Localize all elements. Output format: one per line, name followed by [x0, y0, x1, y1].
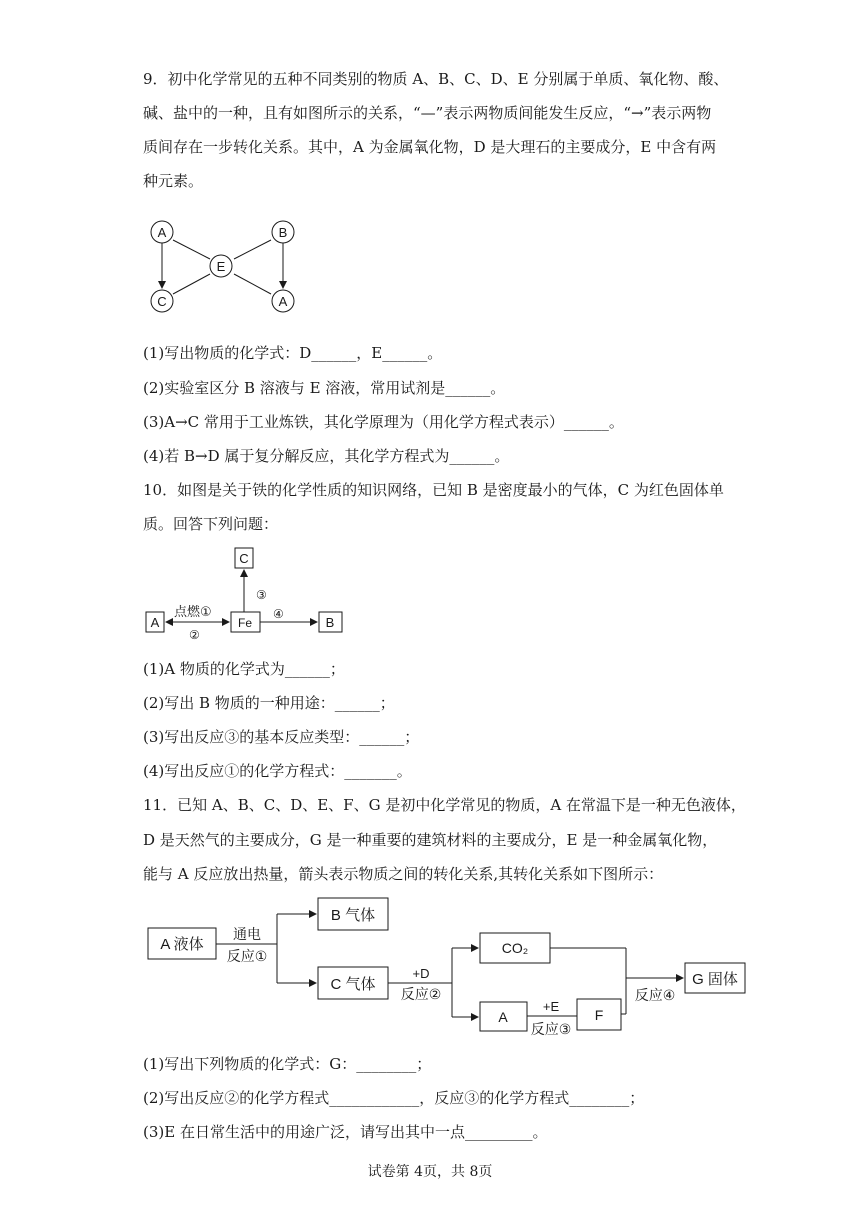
q9-node-b [272, 221, 294, 243]
svg-text:B: B [325, 615, 335, 630]
q11-text-line: 能与 A 反应放出热量，箭头表示物质之间的转化关系,其转化关系如下图所示： [143, 865, 664, 883]
svg-text:A: A [278, 294, 288, 309]
q9-sub-question: (4)若 B→D 属于复分解反应，其化学方程式为______。 [143, 447, 510, 465]
q11-box-f [577, 999, 621, 1030]
q10-label-1: 点燃① [174, 604, 212, 619]
q9-sub-question: (3)A→C 常用于工业炼铁，其化学原理为（用化学方程式表示）______。 [143, 413, 624, 431]
svg-text:B: B [278, 225, 288, 240]
q10-box-b [319, 612, 342, 632]
svg-text:B 气体: B 气体 [330, 907, 376, 924]
q11-box-c-gas [318, 967, 388, 999]
q10-label-2: ② [189, 628, 200, 642]
q9-node-a-top [151, 221, 173, 243]
page-footer: 试卷第 4页，共 8页 [367, 1164, 493, 1180]
svg-text:C 气体: C 气体 [330, 976, 376, 993]
q11-box-g-solid [685, 963, 745, 993]
q9-text-line: 9．初中化学常见的五种不同类别的物质 A、B、C、D、E 分别属于单质、氧化物、酸、 [143, 70, 729, 88]
q11-sub-question: (2)写出反应②的化学方程式____________，反应③的化学方程式________； [143, 1089, 645, 1107]
svg-text:A: A [157, 225, 167, 240]
q11-label-plus-e: +E [542, 999, 560, 1014]
q9-line-c-e [173, 274, 210, 294]
svg-text:A: A [498, 1009, 508, 1025]
q11-box-co2 [480, 933, 550, 963]
q11-label-electrolysis: 通电 [233, 926, 261, 942]
q11-box-b-gas [318, 898, 388, 930]
q11-flow-diagram [140, 890, 750, 1040]
svg-text:A: A [150, 615, 160, 630]
svg-text:CO₂: CO₂ [501, 940, 529, 956]
q9-sub-question: (1)写出物质的化学式：D______，E______。 [143, 344, 443, 362]
q9-line-a-e [173, 240, 210, 259]
q9-text-line: 碱、盐中的一种，且有如图所示的关系，“—”表示两物质间能发生反应，“→”表示两物 [143, 104, 712, 122]
q10-text-line: 10．如图是关于铁的化学性质的知识网络，已知 B 是密度最小的气体，C 为红色固体单 [143, 481, 724, 499]
svg-text:Fe: Fe [237, 616, 253, 630]
q11-label-plus-d: +D [412, 966, 430, 981]
q9-line-a2-e [234, 274, 271, 294]
svg-text:F: F [594, 1007, 604, 1023]
q11-text-line: D 是天然气的主要成分，G 是一种重要的建筑材料的主要成分，E 是一种金属氧化物， [143, 831, 718, 849]
q9-text-line: 种元素。 [143, 172, 204, 190]
q11-label-reaction-3: 反应③ [530, 1021, 572, 1037]
q10-sub-question: (3)写出反应③的基本反应类型：______； [143, 728, 420, 746]
q9-text-line: 质间存在一步转化关系。其中，A 为金属氧化物，D 是大理石的主要成分，E 中含有两 [143, 138, 717, 156]
svg-text:A 液体: A 液体 [160, 936, 204, 953]
q11-sub-question: (3)E 在日常生活中的用途广泛，请写出其中一点_________。 [143, 1123, 548, 1141]
q10-iron-diagram [140, 545, 350, 640]
q11-label-reaction-4: 反应④ [634, 987, 676, 1003]
q9-relationship-diagram [140, 212, 310, 322]
q10-label-3: ③ [256, 588, 267, 602]
q9-line-b-e [234, 240, 271, 259]
q11-label-reaction-1: 反应① [226, 948, 268, 964]
q10-box-fe [231, 612, 260, 632]
q9-node-c [151, 290, 173, 312]
q9-node-a-bottom [272, 290, 294, 312]
q11-box-a [480, 1002, 527, 1031]
q10-label-4: ④ [273, 607, 284, 621]
q10-text-line: 质。回答下列问题： [143, 515, 279, 533]
q9-node-e [210, 255, 232, 277]
svg-text:G 固体: G 固体 [692, 971, 738, 988]
q10-box-a [146, 612, 164, 632]
svg-text:C: C [239, 551, 249, 566]
q10-sub-question: (1)A 物质的化学式为______； [143, 660, 345, 678]
svg-text:E: E [216, 259, 226, 274]
q11-box-a-liquid [148, 928, 216, 959]
q9-sub-question: (2)实验室区分 B 溶液与 E 溶液，常用试剂是______。 [143, 379, 506, 397]
q11-sub-question: (1)写出下列物质的化学式：G：________； [143, 1055, 432, 1073]
q11-label-reaction-2: 反应② [400, 986, 442, 1002]
q10-sub-question: (4)写出反应①的化学方程式：_______。 [143, 762, 412, 780]
q10-sub-question: (2)写出 B 物质的一种用途：______； [143, 694, 395, 712]
svg-text:C: C [157, 294, 167, 309]
q10-box-c [235, 548, 253, 568]
q11-text-line: 11．已知 A、B、C、D、E、F、G 是初中化学常见的物质，A 在常温下是一种无色液体， [143, 796, 746, 814]
